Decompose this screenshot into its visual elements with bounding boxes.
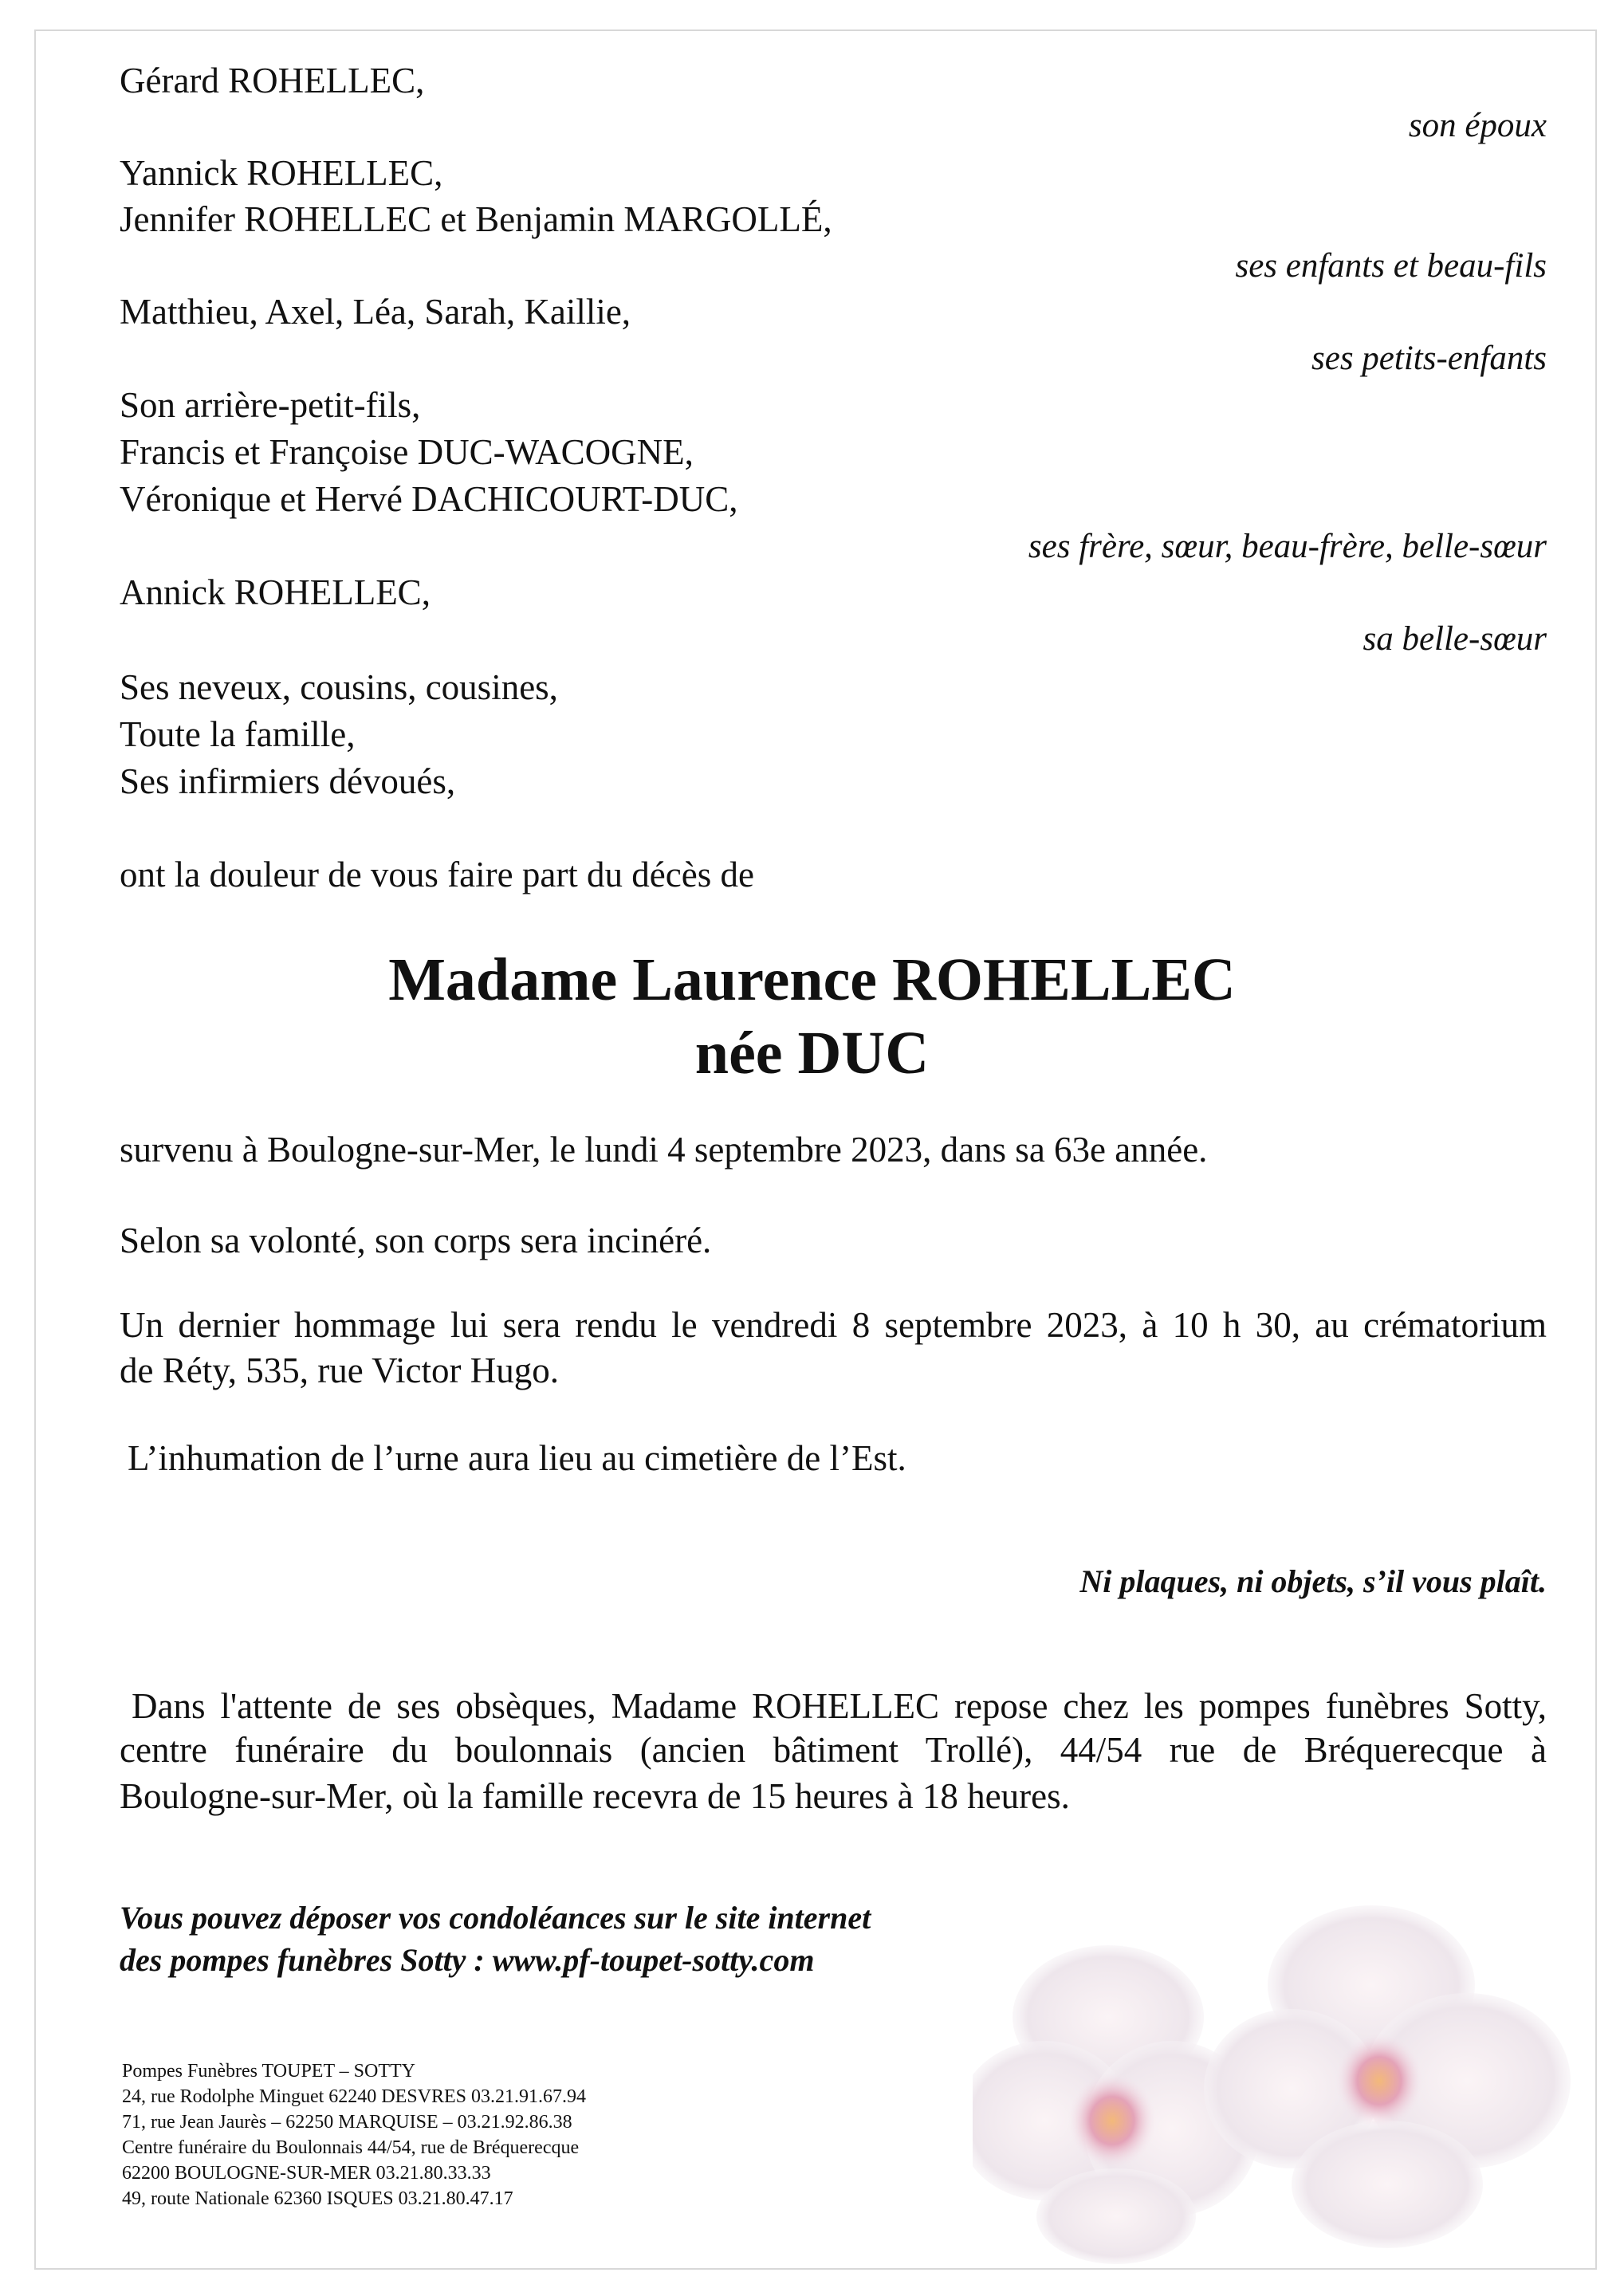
siblings-relation: ses frère, sœur, beau-frère, belle-sœur bbox=[1028, 528, 1547, 565]
other-family-line: Ses infirmiers dévoués, bbox=[120, 761, 456, 801]
burial-info: L’inhumation de l’urne aura lieu au cimetière de l’Est. bbox=[128, 1438, 906, 1478]
grandchildren-relation: ses petits-enfants bbox=[1311, 340, 1547, 377]
footer-address: 24, rue Rodolphe Minguet 62240 DESVRES 03.21.91.67.94 bbox=[122, 2086, 586, 2107]
repose-line: Dans l'attente de ses obsèques, Madame ROHELLEC repose chez les pompes funèbres Sotty, bbox=[132, 1686, 1547, 1726]
repose-line: Boulogne-sur-Mer, où la famille recevra de 15 heures à 18 heures. bbox=[120, 1776, 1070, 1816]
spouse-name: Gérard ROHELLEC, bbox=[120, 61, 425, 100]
spouse-relation: son époux bbox=[1408, 107, 1547, 144]
child-name: Jennifer ROHELLEC et Benjamin MARGOLLÉ, bbox=[120, 199, 832, 239]
deceased-name: Madame Laurence ROHELLEC bbox=[388, 946, 1236, 1013]
tribute-line: Un dernier hommage lui sera rendu le vendredi 8 septembre 2023, à 10 h 30, au crématorium bbox=[120, 1305, 1547, 1345]
child-name: Yannick ROHELLEC, bbox=[120, 153, 443, 193]
other-family-line: Ses neveux, cousins, cousines, bbox=[120, 667, 558, 707]
grandchildren-names: Matthieu, Axel, Léa, Sarah, Kaillie, bbox=[120, 292, 631, 332]
death-details: survenu à Boulogne-sur-Mer, le lundi 4 septembre 2023, dans sa 63e année. bbox=[120, 1130, 1208, 1170]
condolences-link[interactable]: des pompes funèbres Sotty : www.pf-toupet-sotty.com bbox=[120, 1942, 815, 1978]
other-family-line: Toute la famille, bbox=[120, 714, 356, 754]
footer-company: Pompes Funèbres TOUPET – SOTTY bbox=[122, 2061, 416, 2082]
footer-address: 62200 BOULOGNE-SUR-MER 03.21.80.33.33 bbox=[122, 2163, 491, 2184]
cremation-wish: Selon sa volonté, son corps sera incinéré. bbox=[120, 1221, 712, 1260]
announcement: ont la douleur de vous faire part du décès de bbox=[120, 855, 754, 894]
tribute-line: de Réty, 535, rue Victor Hugo. bbox=[120, 1350, 559, 1390]
condolences-line: Vous pouvez déposer vos condoléances sur le site internet bbox=[120, 1900, 871, 1936]
footer-address: 71, rue Jean Jaurès – 62250 MARQUISE – 03.21.92.86.38 bbox=[122, 2112, 572, 2133]
footer-address: Centre funéraire du Boulonnais 44/54, rue de Bréquerecque bbox=[122, 2137, 580, 2158]
orchid-flowers-image bbox=[973, 1881, 1595, 2264]
sister-in-law-relation: sa belle-sœur bbox=[1363, 620, 1547, 658]
children-relation: ses enfants et beau-fils bbox=[1235, 247, 1547, 285]
sibling-line: Son arrière-petit-fils, bbox=[120, 385, 421, 425]
deceased-maiden-name: née DUC bbox=[694, 1020, 930, 1087]
orchid-right bbox=[1204, 1905, 1571, 2248]
repose-line: centre funéraire du boulonnais (ancien bâtiment Trollé), 44/54 rue de Bréquerecque à bbox=[120, 1730, 1547, 1770]
sibling-line: Véronique et Hervé DACHICOURT-DUC, bbox=[120, 479, 738, 519]
sibling-line: Francis et Françoise DUC-WACOGNE, bbox=[120, 432, 694, 472]
footer-address: 49, route Nationale 62360 ISQUES 03.21.80.47.17 bbox=[122, 2188, 513, 2209]
no-flowers-request: Ni plaques, ni objets, s’il vous plaît. bbox=[1079, 1563, 1547, 1599]
sister-in-law-name: Annick ROHELLEC, bbox=[120, 572, 431, 612]
